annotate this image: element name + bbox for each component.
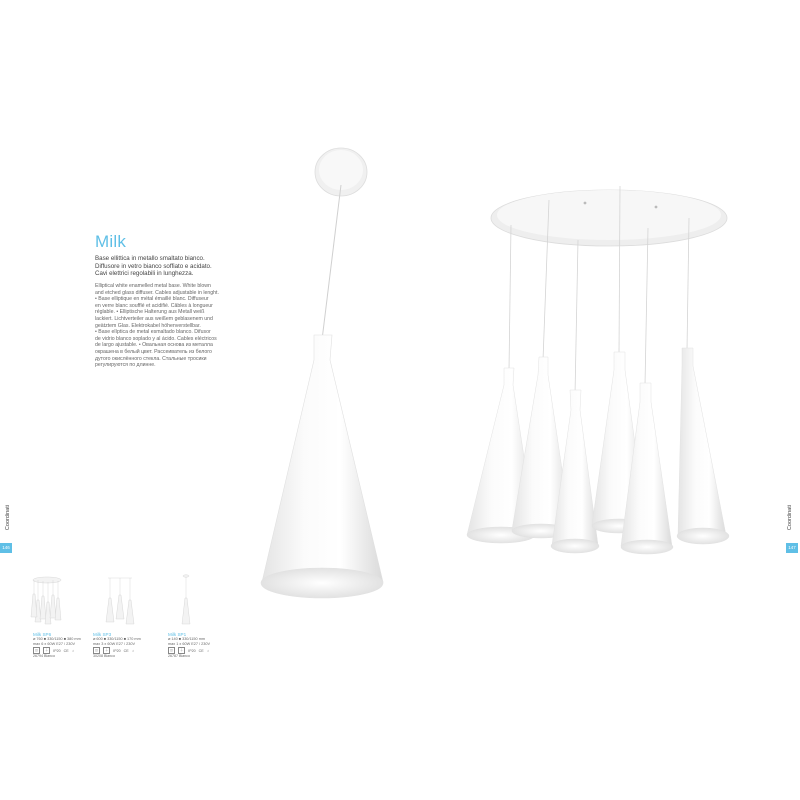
variant-name: Milk SP1 (168, 632, 187, 637)
certification-icons: ◫ ⏚ IP20 CE ♁ (95, 648, 135, 653)
earth-icon: ⏚ (45, 648, 49, 652)
earth-icon: ⏚ (180, 648, 184, 652)
variant-sp1 (168, 632, 238, 658)
ce-icon: CE (198, 648, 204, 653)
variant-name: Milk SP3 (93, 632, 112, 637)
variant-spec: ⌀ 760 ■ 330/1150 ■ 380 mm max 6 x 60W E27 / 230V (33, 637, 81, 646)
thumb-sp3 (106, 578, 134, 624)
variant-spec: ⌀ 600 ■ 330/1150 ■ 170 mm max 3 x 60W E27 / 230V (93, 637, 141, 646)
bulb-icon: ♁ (71, 648, 75, 653)
product-description: Elliptical white enamelled metal base. White blown and etched glass diffuser. Cables adjustable in lenght. • Base elliptique en métal émaillé blanc. Diffuseur en verre blanc soufflé et acidifié. Câbles à longueur réglable. • Elliptische Halterung aus Metall weiß lackiert. Lichtverteiler aus weißem geblasenem und geätztem Glas. Elektrokabel höhenverstellbar. • Base elíptica de metal esmaltado blanco. Difusor de vidrio blanco soplado y al ácido. Cables eléctricos de largo ajustable. • Овальная основа из металла окрашена в белый цвет. Рассеиватель из белого дутого окислённого стекла. Стальные тросики регулируются по длинне. (95, 283, 219, 369)
variant-code: 26794 Bianco (33, 654, 55, 658)
variant-code: 30208 Bianco (93, 654, 115, 658)
variant-sp3 (93, 632, 163, 658)
product-title: Milk (95, 232, 127, 251)
product-intro: Base ellittica in metallo smaltato bianco. Diffusore in vetro bianco soffiato e acidato. Cavi elettrici regolabili in lunghezza. (95, 255, 212, 278)
thumb-sp6 (31, 577, 61, 624)
ce-icon: CE (123, 648, 129, 653)
left-margin-label: Coordinati (5, 505, 11, 531)
thumb-sp1 (182, 575, 190, 624)
certification-icons: ◫ ⏚ IP20 CE ♁ (170, 648, 210, 653)
left-page-number: 146 (0, 543, 12, 553)
variant-code: 26787 Bianco (168, 654, 190, 658)
variant-sp6 (33, 632, 98, 658)
variant-spec: ⌀ 140 ■ 330/1150 mm max 1 x 60W E27 / 230V (168, 637, 210, 646)
bulb-icon: ♁ (131, 648, 135, 653)
class-icon: ◫ (35, 648, 39, 652)
single-pendant (261, 148, 383, 598)
bulb-icon: ♁ (206, 648, 210, 653)
earth-icon: ⏚ (105, 648, 109, 652)
ce-icon: CE (63, 648, 69, 653)
cone-6 (677, 348, 729, 544)
certification-icons: ◫ ⏚ IP20 CE ♁ (35, 648, 75, 653)
class-icon: ◫ (170, 648, 174, 652)
right-page-number: 147 (786, 543, 798, 553)
class-icon: ◫ (95, 648, 99, 652)
oval-base (491, 190, 727, 246)
variant-name: Milk SP6 (33, 632, 52, 637)
right-margin-label: Coordinati (787, 505, 793, 531)
